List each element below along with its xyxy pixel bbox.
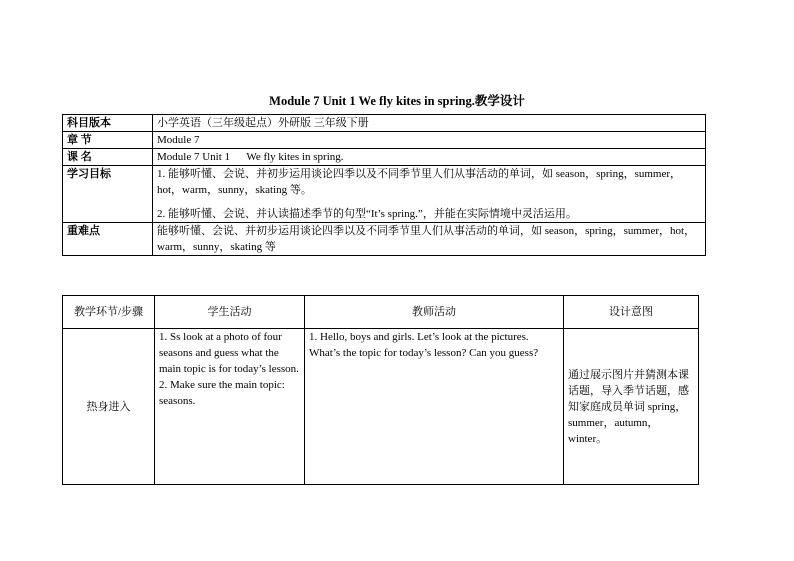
objective-item: 1. 能够听懂、会说、并初步运用谈论四季以及不同季节里人们从事活动的单词，如 season，spring，summer，hot，warm，sunny，skating 等。 bbox=[157, 168, 682, 196]
list-item: 1. Ss look at a photo of four seasons and guess what the main topic is for today’s lesson. bbox=[159, 331, 299, 375]
info-value: Module 7 bbox=[153, 132, 706, 149]
info-value: 能够听懂、会说、并初步运用谈论四季以及不同季节里人们从事活动的单词，如 season，spring，summer，hot，warm，sunny，skating 等 bbox=[153, 223, 706, 256]
activity-table bbox=[62, 295, 699, 485]
list-item: 1. Hello, boys and girls. Let’s look at the pictures. What’s the topic for today’s lesson? Can you guess? bbox=[309, 331, 539, 359]
table-row bbox=[63, 166, 706, 223]
info-key: 科目版本 bbox=[63, 115, 153, 132]
document-title: Module 7 Unit 1 We fly kites in spring.教学设计 bbox=[269, 94, 525, 108]
design-intent-cell: 通过展示图片并猜测本课话题，导入季节话题，感知家庭成员单词 spring，summer，autumn，winter。 bbox=[564, 329, 699, 485]
table-row bbox=[63, 115, 706, 132]
learning-objectives bbox=[153, 166, 706, 223]
table-header-row bbox=[63, 296, 699, 329]
info-key: 学习目标 bbox=[63, 166, 153, 223]
objective-item: 2. 能够听懂、会说、并认读描述季节的句型“It’s spring.”，并能在实际情境中灵活运用。 bbox=[157, 208, 577, 220]
column-header: 学生活动 bbox=[155, 296, 305, 329]
course-info-table bbox=[62, 114, 706, 256]
info-key: 课 名 bbox=[63, 149, 153, 166]
list-item: 2. Make sure the main topic: seasons. bbox=[159, 379, 285, 407]
info-key: 章 节 bbox=[63, 132, 153, 149]
info-value: 小学英语（三年级起点）外研版 三年级下册 bbox=[153, 115, 706, 132]
column-header: 教学环节/步骤 bbox=[63, 296, 155, 329]
stage-cell: 热身进入 bbox=[63, 329, 155, 485]
column-header: 教师活动 bbox=[305, 296, 564, 329]
teacher-activity-cell bbox=[305, 329, 564, 485]
table-row bbox=[63, 329, 699, 485]
table-row bbox=[63, 132, 706, 149]
info-value: Module 7 Unit 1 We fly kites in spring. bbox=[153, 149, 706, 166]
table-row bbox=[63, 223, 706, 256]
column-header: 设计意图 bbox=[564, 296, 699, 329]
table-row bbox=[63, 149, 706, 166]
info-key: 重难点 bbox=[63, 223, 153, 256]
student-activity-cell bbox=[155, 329, 305, 485]
